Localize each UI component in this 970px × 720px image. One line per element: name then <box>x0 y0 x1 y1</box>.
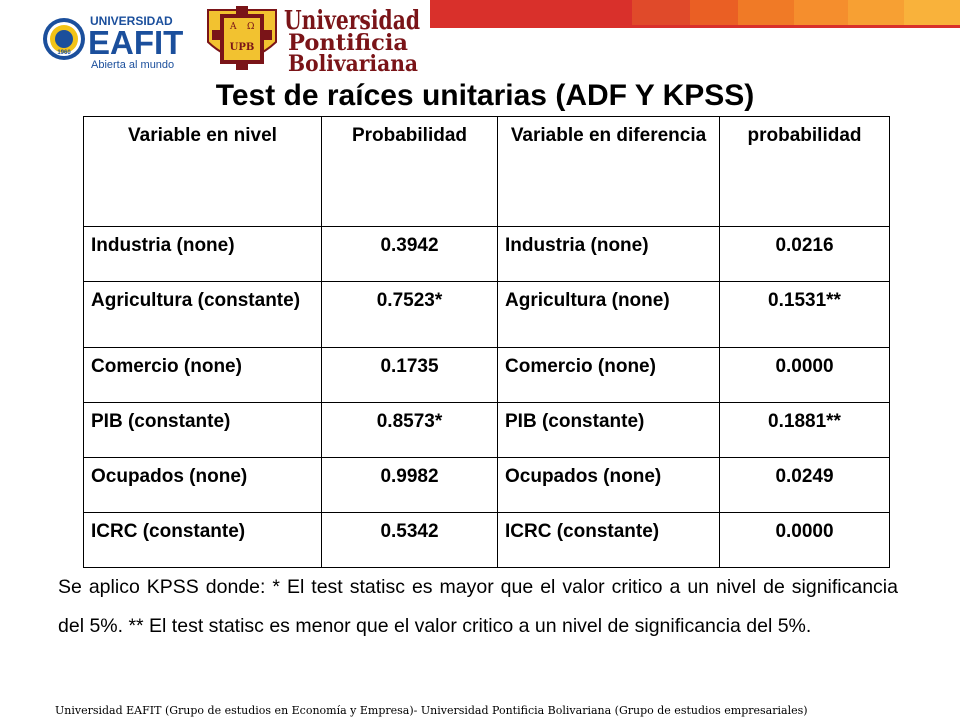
white-band <box>430 28 960 80</box>
header-cell: probabilidad <box>720 117 890 227</box>
upb-line-3: Bolivariana <box>288 51 418 77</box>
table-cell: ICRC (constante) <box>498 513 720 568</box>
stripe-2 <box>690 0 738 25</box>
stripe-3 <box>738 0 794 25</box>
table-cell: 0.5342 <box>322 513 498 568</box>
table-cell: 0.9982 <box>322 458 498 513</box>
table-cell: Industria (none) <box>84 227 322 282</box>
upb-logo <box>206 2 422 77</box>
table-cell: 0.1735 <box>322 348 498 403</box>
table-cell: 0.0000 <box>720 513 890 568</box>
table-row <box>84 227 890 282</box>
table-cell: 0.0249 <box>720 458 890 513</box>
upb-line-2: Pontificia <box>288 30 408 56</box>
table-cell: 0.1881** <box>720 403 890 458</box>
table-cell: 0.1531** <box>720 282 890 348</box>
unit-root-table <box>83 116 890 568</box>
table-row <box>84 513 890 568</box>
table-cell: 0.0000 <box>720 348 890 403</box>
stripe-5 <box>848 0 904 25</box>
table-cell: Comercio (none) <box>498 348 720 403</box>
upb-seal-text: UPB <box>229 42 255 53</box>
page-title: Test de raíces unitarias (ADF Y KPSS) <box>215 79 755 112</box>
stripe-1 <box>632 0 690 25</box>
header-cell: Variable en diferencia <box>498 117 720 227</box>
table-cell: 0.7523* <box>322 282 498 348</box>
eafit-logo <box>42 6 192 72</box>
table-cell: 0.0216 <box>720 227 890 282</box>
stripe-4 <box>794 0 848 25</box>
eafit-tagline: Abierta al mundo <box>91 59 175 71</box>
table-cell: Industria (none) <box>498 227 720 282</box>
upb-seal-alpha: A <box>230 22 237 32</box>
table-row <box>84 348 890 403</box>
table-row <box>84 282 890 348</box>
eafit-year: 1960 <box>57 50 71 56</box>
table-cell: 0.3942 <box>322 227 498 282</box>
table-cell: Ocupados (none) <box>498 458 720 513</box>
eafit-name: EAFIT <box>88 24 184 61</box>
header-cell: Probabilidad <box>322 117 498 227</box>
table-cell: PIB (constante) <box>84 403 322 458</box>
table-row <box>84 458 890 513</box>
table-cell: Agricultura (none) <box>498 282 720 348</box>
table-cell: Agricultura (constante) <box>84 282 322 348</box>
table-header-row <box>84 117 890 227</box>
stripe-6 <box>904 0 960 25</box>
header-cell: Variable en nivel <box>84 117 322 227</box>
kpss-note: Se aplico KPSS donde: * El test statisc es mayor que el valor critico a un nivel de significancia del 5%. ** El test statisc es menor que el valor critico a un nivel de significancia del 5%. <box>58 576 898 637</box>
upb-seal-omega: Ω <box>247 22 255 32</box>
footer-credits: Universidad EAFIT (Grupo de estudios en Economía y Empresa)- Universidad Pontificia Bolivariana (Grupo de estudios empresariales) <box>55 704 808 717</box>
table-cell: 0.8573* <box>322 403 498 458</box>
header-banner <box>0 0 960 80</box>
table-cell: ICRC (constante) <box>84 513 322 568</box>
table-cell: Comercio (none) <box>84 348 322 403</box>
table-cell: Ocupados (none) <box>84 458 322 513</box>
table-row <box>84 403 890 458</box>
upb-line-1: Universidad <box>284 6 420 36</box>
table-cell: PIB (constante) <box>498 403 720 458</box>
eafit-university-label: UNIVERSIDAD <box>90 14 173 28</box>
